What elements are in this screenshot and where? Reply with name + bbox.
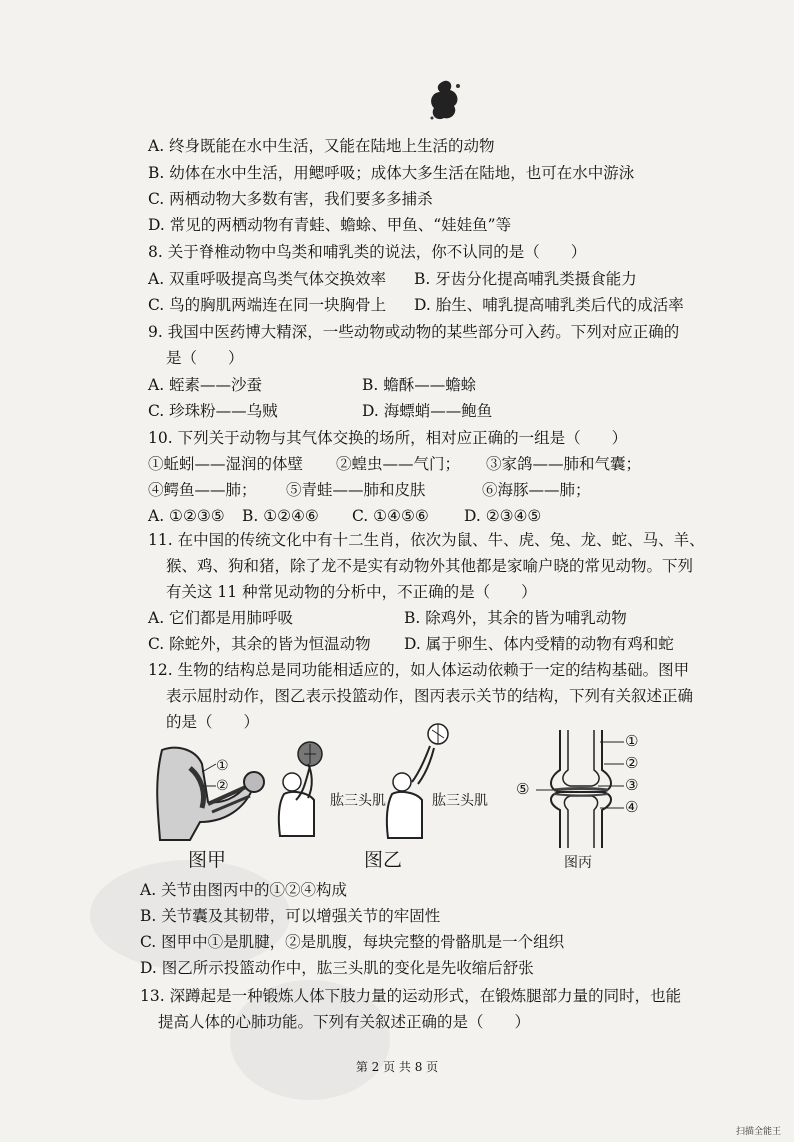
q7-option-d: D. 常见的两栖动物有青蛙、蟾蜍、甲鱼、“娃娃鱼”等 — [148, 216, 512, 234]
figure-jia-caption: 图甲 — [188, 849, 227, 871]
q11-option-c: C. 除蛇外，其余的皆为恒温动物 — [148, 635, 371, 653]
q7-option-b: B. 幼体在水中生活，用鳃呼吸；成体大多生活在陆地，也可在水中游泳 — [148, 164, 635, 182]
q9-option-c: C. 珍珠粉——乌贼 — [148, 402, 278, 420]
q12-stem-line2: 表示屈肘动作，图乙表示投篮动作，图丙表示关节的结构，下列有关叙述正确 — [166, 687, 694, 705]
q10-item-2: ②蝗虫——气门； — [336, 455, 461, 473]
q12-stem-line1: 12. 生物的结构总是同功能相适应的，如人体运动依赖于一定的结构基础。图甲 — [148, 661, 690, 679]
q12-option-c: C. 图甲中①是肌腱，②是肌腹，每块完整的骨骼肌是一个组织 — [140, 933, 565, 951]
figure-bing-caption: 图丙 — [564, 855, 592, 871]
q12-option-d: D. 图乙所示投篮动作中，肱三头肌的变化是先收缩后舒张 — [140, 959, 534, 977]
q9-stem-line1: 9. 我国中医药博大精深，一些动物或动物的某些部分可入药。下列对应正确的 — [148, 323, 680, 341]
q11-stem-line2: 猴、鸡、狗和猪，除了龙不是实有动物外其他都是家喻户晓的常见动物。下列 — [166, 557, 694, 575]
q12-stem-line3: 的是（ ） — [166, 713, 260, 731]
q9-option-d: D. 海螵蛸——鲍鱼 — [362, 402, 493, 420]
q11-stem-line1: 11. 在中国的传统文化中有十二生肖，依次为鼠、牛、虎、兔、龙、蛇、马、羊、 — [148, 531, 705, 549]
figure-bing-label-5: ⑤ — [516, 780, 530, 798]
q10-item-5: ⑤青蛙——肺和皮肤 — [286, 481, 426, 499]
page-number: 第 2 页 共 8 页 — [355, 1060, 439, 1074]
figure-yi-player2-illustration — [380, 722, 460, 842]
figure-jia-label-1: ① — [216, 758, 229, 774]
scanner-watermark: 扫描全能王 — [736, 1127, 782, 1137]
figure-bing-label-1: ① — [625, 732, 639, 750]
q10-option-c: C. ①④⑤⑥ — [352, 507, 429, 525]
q10-item-4: ④鳄鱼——肺； — [148, 481, 257, 499]
q10-stem: 10. 下列关于动物与其气体交换的场所，相对应正确的一组是（ ） — [148, 429, 628, 447]
q11-stem-line3: 有关这 11 种常见动物的分析中，不正确的是（ ） — [166, 583, 537, 601]
q8-option-b: B. 牙齿分化提高哺乳类摄食能力 — [414, 270, 637, 288]
q10-option-a: A. ①②③⑤ — [148, 507, 225, 525]
q13-stem-line2: 提高人体的心肺功能。下列有关叙述正确的是（ ） — [158, 1013, 531, 1031]
q7-option-c: C. 两栖动物大多数有害，我们要多多捕杀 — [148, 190, 433, 208]
q8-option-c: C. 鸟的胸肌两端连在同一块胸骨上 — [148, 296, 387, 314]
figure-yi-caption: 图乙 — [364, 849, 403, 871]
q8-option-d: D. 胎生、哺乳提高哺乳类后代的成活率 — [414, 296, 684, 314]
q11-option-d: D. 属于卵生、体内受精的动物有鸡和蛇 — [404, 635, 674, 653]
q10-item-3: ③家鸽——肺和气囊； — [486, 455, 642, 473]
figure-bing-label-3: ③ — [625, 776, 639, 794]
q10-option-b: B. ①②④⑥ — [242, 507, 319, 525]
q9-option-a: A. 蛭素——沙蚕 — [148, 376, 263, 394]
q13-stem-line1: 13. 深蹲起是一种锻炼人体下肢力量的运动形式，在锻炼腿部力量的同时，也能 — [140, 987, 682, 1005]
q10-item-1: ①蚯蚓——湿润的体壁 — [148, 455, 304, 473]
figure-bing-label-2: ② — [625, 754, 639, 772]
q9-stem-line2: 是（ ） — [166, 349, 244, 367]
ink-blot-icon — [428, 78, 464, 124]
q7-option-a: A. 终身既能在水中生活，又能在陆地上生活的动物 — [148, 137, 495, 155]
q8-stem: 8. 关于脊椎动物中鸟类和哺乳类的说法，你不认同的是（ ） — [148, 243, 587, 261]
figure-bing-label-4: ④ — [625, 798, 639, 816]
q12-option-b: B. 关节囊及其韧带，可以增强关节的牢固性 — [140, 907, 441, 925]
q8-option-a: A. 双重呼吸提高鸟类气体交换效率 — [148, 270, 387, 288]
figure-jia-arm-illustration — [150, 742, 270, 842]
q9-option-b: B. 蟾酥——蟾蜍 — [362, 376, 477, 394]
q11-option-b: B. 除鸡外，其余的皆为哺乳动物 — [404, 609, 627, 627]
q10-item-6: ⑥海豚——肺； — [482, 481, 591, 499]
q11-option-a: A. 它们都是用肺呼吸 — [148, 609, 294, 627]
figure-bing-leader-lines — [520, 730, 630, 820]
figure-jia-label-2: ② — [216, 778, 229, 794]
q10-option-d: D. ②③④⑤ — [464, 507, 542, 525]
figure-yi-muscle-label-2: 肱三头肌 — [432, 793, 488, 809]
figure-yi-muscle-label-1: 肱三头肌 — [330, 793, 386, 809]
q12-option-a: A. 关节由图丙中的①②④构成 — [140, 881, 348, 899]
